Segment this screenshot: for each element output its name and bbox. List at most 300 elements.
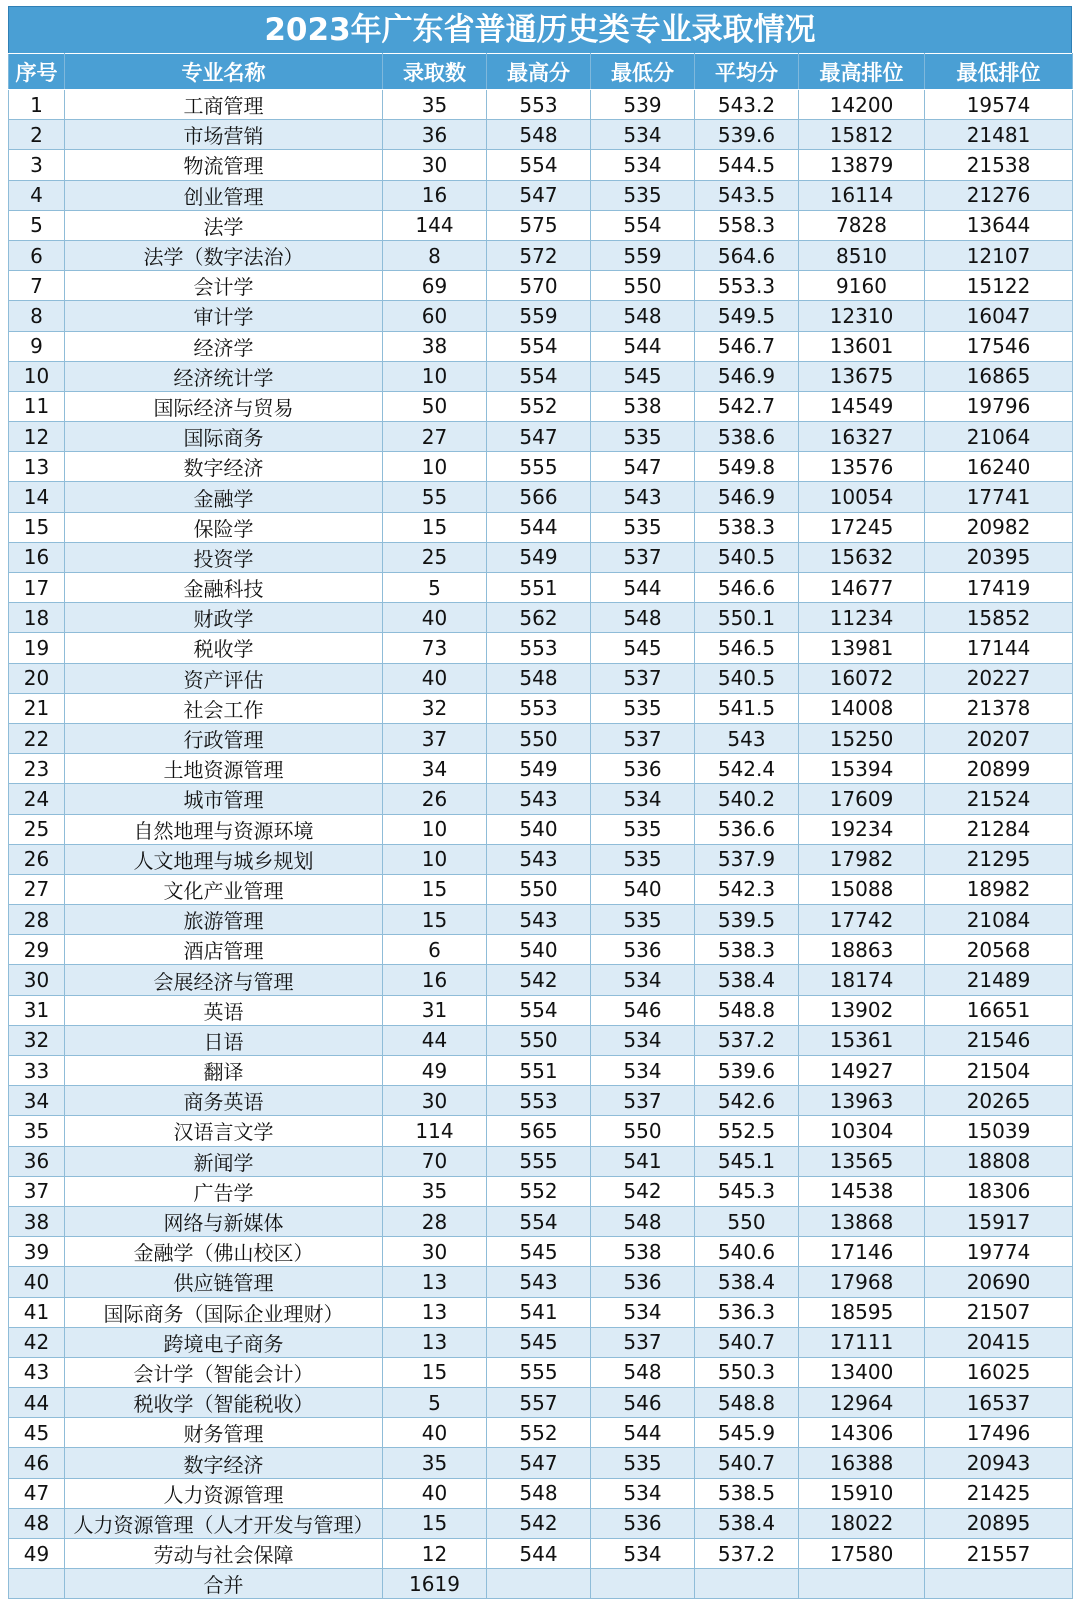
- max-rank-cell: 17245: [799, 512, 925, 542]
- row-index-cell: 46: [9, 1448, 65, 1478]
- max-rank-cell: 18863: [799, 935, 925, 965]
- avg-score-cell: 536.6: [695, 814, 799, 844]
- major-name-cell: 经济学: [65, 331, 383, 361]
- min-score-cell: 535: [591, 422, 695, 452]
- min-score-cell: 537: [591, 1327, 695, 1357]
- min-score-cell: 535: [591, 693, 695, 723]
- table-row: [9, 1539, 1073, 1569]
- max-score-cell: 550: [487, 723, 591, 753]
- admitted-count-cell: 36: [383, 120, 487, 150]
- min-rank-cell: 20982: [925, 512, 1073, 542]
- admitted-count-cell: 44: [383, 1025, 487, 1055]
- min-score-cell: 544: [591, 331, 695, 361]
- min-rank-cell: 18982: [925, 874, 1073, 904]
- avg-score-cell: 546.9: [695, 482, 799, 512]
- admitted-count-cell: 49: [383, 1056, 487, 1086]
- table-row: [9, 1056, 1073, 1086]
- row-index-cell: 42: [9, 1327, 65, 1357]
- major-name-cell: 审计学: [65, 301, 383, 331]
- max-score-cell: 543: [487, 905, 591, 935]
- admitted-count-cell: 13: [383, 1297, 487, 1327]
- min-rank-cell: 17419: [925, 573, 1073, 603]
- avg-score-cell: 545.9: [695, 1418, 799, 1448]
- admitted-count-cell: 60: [383, 301, 487, 331]
- table-row: [9, 935, 1073, 965]
- max-rank-cell: 14549: [799, 391, 925, 421]
- min-score-cell: 546: [591, 1388, 695, 1418]
- min-score-cell: 535: [591, 844, 695, 874]
- min-rank-cell: 17496: [925, 1418, 1073, 1448]
- row-index-cell: 30: [9, 965, 65, 995]
- avg-score-cell: 541.5: [695, 693, 799, 723]
- min-score-cell: 536: [591, 1508, 695, 1538]
- avg-score-cell: 542.6: [695, 1086, 799, 1116]
- row-index-cell: 17: [9, 573, 65, 603]
- admitted-count-cell: 40: [383, 1418, 487, 1448]
- table-row: [9, 965, 1073, 995]
- max-score-cell: 553: [487, 90, 591, 120]
- min-rank-cell: 17144: [925, 633, 1073, 663]
- table-row: [9, 240, 1073, 270]
- max-score-cell: 547: [487, 180, 591, 210]
- row-index-cell: 29: [9, 935, 65, 965]
- table-row: [9, 1478, 1073, 1508]
- avg-score-cell: 552.5: [695, 1116, 799, 1146]
- admitted-count-cell: 73: [383, 633, 487, 663]
- avg-score-cell: 545.1: [695, 1146, 799, 1176]
- max-rank-cell: 17982: [799, 844, 925, 874]
- max-rank-cell: 8510: [799, 240, 925, 270]
- avg-score-cell: 538.3: [695, 512, 799, 542]
- avg-score-cell: 538.4: [695, 1267, 799, 1297]
- min-rank-cell: 18306: [925, 1176, 1073, 1206]
- max-rank-cell: 14927: [799, 1056, 925, 1086]
- max-score-cell: 547: [487, 422, 591, 452]
- table-row: [9, 1388, 1073, 1418]
- min-rank-cell: 20899: [925, 754, 1073, 784]
- admitted-count-cell: 15: [383, 1508, 487, 1538]
- min-rank-cell: 18808: [925, 1146, 1073, 1176]
- max-rank-cell: 17146: [799, 1237, 925, 1267]
- avg-score-cell: 564.6: [695, 240, 799, 270]
- table-row: [9, 452, 1073, 482]
- avg-score-cell: 550.3: [695, 1357, 799, 1387]
- total-empty-cell: [591, 1569, 695, 1599]
- min-rank-cell: 21507: [925, 1297, 1073, 1327]
- max-rank-cell: 17111: [799, 1327, 925, 1357]
- major-name-cell: 英语: [65, 995, 383, 1025]
- max-score-cell: 575: [487, 210, 591, 240]
- max-score-cell: 550: [487, 1025, 591, 1055]
- major-name-cell: 金融学（佛山校区）: [65, 1237, 383, 1267]
- major-name-cell: 行政管理: [65, 723, 383, 753]
- max-score-cell: 544: [487, 512, 591, 542]
- total-empty-cell: [487, 1569, 591, 1599]
- row-index-cell: 12: [9, 422, 65, 452]
- admitted-count-cell: 27: [383, 422, 487, 452]
- avg-score-cell: 546.9: [695, 361, 799, 391]
- major-name-cell: 劳动与社会保障: [65, 1539, 383, 1569]
- major-name-cell: 人力资源管理（人才开发与管理）: [65, 1508, 383, 1538]
- max-score-cell: 555: [487, 1357, 591, 1387]
- row-index-cell: 48: [9, 1508, 65, 1538]
- min-score-cell: 535: [591, 1448, 695, 1478]
- admitted-count-cell: 15: [383, 512, 487, 542]
- major-name-cell: 人文地理与城乡规划: [65, 844, 383, 874]
- avg-score-cell: 539.5: [695, 905, 799, 935]
- admitted-count-cell: 34: [383, 754, 487, 784]
- table-row: [9, 210, 1073, 240]
- major-name-cell: 投资学: [65, 542, 383, 572]
- min-score-cell: 548: [591, 1357, 695, 1387]
- max-score-cell: 543: [487, 844, 591, 874]
- admitted-count-cell: 15: [383, 874, 487, 904]
- max-score-cell: 543: [487, 1267, 591, 1297]
- avg-score-cell: 536.3: [695, 1297, 799, 1327]
- avg-score-cell: 538.4: [695, 965, 799, 995]
- table-row: [9, 814, 1073, 844]
- max-rank-cell: 13576: [799, 452, 925, 482]
- avg-score-cell: 538.3: [695, 935, 799, 965]
- table-row: [9, 391, 1073, 421]
- avg-score-cell: 550.1: [695, 603, 799, 633]
- row-index-cell: 28: [9, 905, 65, 935]
- table-row: [9, 301, 1073, 331]
- column-header: 序号: [9, 54, 65, 90]
- max-score-cell: 540: [487, 935, 591, 965]
- min-rank-cell: 21425: [925, 1478, 1073, 1508]
- avg-score-cell: 543: [695, 723, 799, 753]
- table-row: [9, 422, 1073, 452]
- admitted-count-cell: 25: [383, 542, 487, 572]
- major-name-cell: 金融学: [65, 482, 383, 512]
- max-score-cell: 555: [487, 1146, 591, 1176]
- row-index-cell: 4: [9, 180, 65, 210]
- min-rank-cell: 17546: [925, 331, 1073, 361]
- min-score-cell: 537: [591, 663, 695, 693]
- admitted-count-cell: 31: [383, 995, 487, 1025]
- max-score-cell: 543: [487, 784, 591, 814]
- row-index-cell: 13: [9, 452, 65, 482]
- major-name-cell: 经济统计学: [65, 361, 383, 391]
- major-name-cell: 旅游管理: [65, 905, 383, 935]
- min-rank-cell: 15917: [925, 1206, 1073, 1236]
- major-name-cell: 数字经济: [65, 452, 383, 482]
- major-name-cell: 金融科技: [65, 573, 383, 603]
- max-rank-cell: 14200: [799, 90, 925, 120]
- max-rank-cell: 15361: [799, 1025, 925, 1055]
- min-rank-cell: 21489: [925, 965, 1073, 995]
- min-score-cell: 536: [591, 1267, 695, 1297]
- avg-score-cell: 543.2: [695, 90, 799, 120]
- avg-score-cell: 549.8: [695, 452, 799, 482]
- major-name-cell: 资产评估: [65, 663, 383, 693]
- admitted-count-cell: 38: [383, 331, 487, 361]
- table-row: [9, 844, 1073, 874]
- row-index-cell: 2: [9, 120, 65, 150]
- max-rank-cell: 15910: [799, 1478, 925, 1508]
- min-score-cell: 536: [591, 935, 695, 965]
- avg-score-cell: 538.5: [695, 1478, 799, 1508]
- avg-score-cell: 540.2: [695, 784, 799, 814]
- max-rank-cell: 11234: [799, 603, 925, 633]
- min-score-cell: 548: [591, 301, 695, 331]
- min-score-cell: 545: [591, 633, 695, 663]
- admitted-count-cell: 35: [383, 1176, 487, 1206]
- admitted-count-cell: 40: [383, 603, 487, 633]
- min-score-cell: 534: [591, 1478, 695, 1508]
- admitted-count-cell: 30: [383, 1086, 487, 1116]
- min-score-cell: 554: [591, 210, 695, 240]
- max-rank-cell: 16327: [799, 422, 925, 452]
- min-rank-cell: 20265: [925, 1086, 1073, 1116]
- min-score-cell: 537: [591, 723, 695, 753]
- max-score-cell: 548: [487, 1478, 591, 1508]
- avg-score-cell: 537.9: [695, 844, 799, 874]
- row-index-cell: 49: [9, 1539, 65, 1569]
- max-score-cell: 562: [487, 603, 591, 633]
- row-index-cell: 21: [9, 693, 65, 723]
- min-rank-cell: 16865: [925, 361, 1073, 391]
- admitted-count-cell: 32: [383, 693, 487, 723]
- max-score-cell: 548: [487, 663, 591, 693]
- table-row: [9, 90, 1073, 120]
- admitted-count-cell: 5: [383, 573, 487, 603]
- major-name-cell: 工商管理: [65, 90, 383, 120]
- row-index-cell: 7: [9, 271, 65, 301]
- row-index-cell: 1: [9, 90, 65, 120]
- min-score-cell: 548: [591, 603, 695, 633]
- min-score-cell: 536: [591, 754, 695, 784]
- admitted-count-cell: 70: [383, 1146, 487, 1176]
- admitted-count-cell: 10: [383, 361, 487, 391]
- major-name-cell: 跨境电子商务: [65, 1327, 383, 1357]
- min-score-cell: 534: [591, 150, 695, 180]
- max-score-cell: 554: [487, 361, 591, 391]
- avg-score-cell: 546.5: [695, 633, 799, 663]
- major-name-cell: 会计学（智能会计）: [65, 1357, 383, 1387]
- avg-score-cell: 540.6: [695, 1237, 799, 1267]
- max-rank-cell: 10304: [799, 1116, 925, 1146]
- admission-table: [8, 53, 1073, 1599]
- min-rank-cell: 16537: [925, 1388, 1073, 1418]
- min-score-cell: 538: [591, 391, 695, 421]
- avg-score-cell: 558.3: [695, 210, 799, 240]
- avg-score-cell: 540.7: [695, 1448, 799, 1478]
- max-score-cell: 552: [487, 1176, 591, 1206]
- admitted-count-cell: 144: [383, 210, 487, 240]
- total-index-cell: [9, 1569, 65, 1599]
- max-rank-cell: 13902: [799, 995, 925, 1025]
- table-row: [9, 542, 1073, 572]
- column-header: 录取数: [383, 54, 487, 90]
- table-row: [9, 271, 1073, 301]
- row-index-cell: 35: [9, 1116, 65, 1146]
- max-score-cell: 566: [487, 482, 591, 512]
- admitted-count-cell: 35: [383, 90, 487, 120]
- major-name-cell: 会计学: [65, 271, 383, 301]
- table-row: [9, 663, 1073, 693]
- major-name-cell: 物流管理: [65, 150, 383, 180]
- max-score-cell: 553: [487, 693, 591, 723]
- row-index-cell: 24: [9, 784, 65, 814]
- major-name-cell: 汉语言文学: [65, 1116, 383, 1146]
- column-header: 专业名称: [65, 54, 383, 90]
- admitted-count-cell: 40: [383, 1478, 487, 1508]
- min-rank-cell: 21084: [925, 905, 1073, 935]
- min-rank-cell: 20395: [925, 542, 1073, 572]
- min-score-cell: 534: [591, 1539, 695, 1569]
- max-rank-cell: 19234: [799, 814, 925, 844]
- row-index-cell: 14: [9, 482, 65, 512]
- min-rank-cell: 21295: [925, 844, 1073, 874]
- major-name-cell: 商务英语: [65, 1086, 383, 1116]
- min-rank-cell: 21064: [925, 422, 1073, 452]
- max-rank-cell: 13565: [799, 1146, 925, 1176]
- admitted-count-cell: 30: [383, 150, 487, 180]
- max-score-cell: 544: [487, 1539, 591, 1569]
- max-score-cell: 557: [487, 1388, 591, 1418]
- column-header: 平均分: [695, 54, 799, 90]
- max-rank-cell: 14538: [799, 1176, 925, 1206]
- table-row: [9, 120, 1073, 150]
- table-row: [9, 482, 1073, 512]
- max-score-cell: 553: [487, 633, 591, 663]
- max-rank-cell: 13879: [799, 150, 925, 180]
- min-score-cell: 535: [591, 905, 695, 935]
- min-rank-cell: 21557: [925, 1539, 1073, 1569]
- avg-score-cell: 548.8: [695, 995, 799, 1025]
- row-index-cell: 39: [9, 1237, 65, 1267]
- admitted-count-cell: 10: [383, 452, 487, 482]
- min-rank-cell: 21504: [925, 1056, 1073, 1086]
- total-empty-cell: [799, 1569, 925, 1599]
- min-rank-cell: 20943: [925, 1448, 1073, 1478]
- admitted-count-cell: 35: [383, 1448, 487, 1478]
- table-row: [9, 512, 1073, 542]
- min-score-cell: 547: [591, 452, 695, 482]
- max-score-cell: 550: [487, 874, 591, 904]
- min-rank-cell: 16025: [925, 1357, 1073, 1387]
- column-header: 最高分: [487, 54, 591, 90]
- max-score-cell: 554: [487, 150, 591, 180]
- min-rank-cell: 15039: [925, 1116, 1073, 1146]
- row-index-cell: 31: [9, 995, 65, 1025]
- admitted-count-cell: 50: [383, 391, 487, 421]
- avg-score-cell: 550: [695, 1206, 799, 1236]
- row-index-cell: 47: [9, 1478, 65, 1508]
- min-score-cell: 550: [591, 271, 695, 301]
- major-name-cell: 法学: [65, 210, 383, 240]
- min-score-cell: 535: [591, 180, 695, 210]
- max-score-cell: 554: [487, 1206, 591, 1236]
- max-score-cell: 549: [487, 542, 591, 572]
- min-score-cell: 541: [591, 1146, 695, 1176]
- avg-score-cell: 538.4: [695, 1508, 799, 1538]
- admitted-count-cell: 10: [383, 814, 487, 844]
- admitted-count-cell: 30: [383, 1237, 487, 1267]
- major-name-cell: 翻译: [65, 1056, 383, 1086]
- table-row: [9, 1146, 1073, 1176]
- admitted-count-cell: 8: [383, 240, 487, 270]
- row-index-cell: 10: [9, 361, 65, 391]
- max-rank-cell: 10054: [799, 482, 925, 512]
- total-label: 合并: [65, 1569, 383, 1599]
- max-rank-cell: 17742: [799, 905, 925, 935]
- min-rank-cell: 15122: [925, 271, 1073, 301]
- table-row: [9, 633, 1073, 663]
- min-rank-cell: 19774: [925, 1237, 1073, 1267]
- admitted-count-cell: 12: [383, 1539, 487, 1569]
- max-rank-cell: 17609: [799, 784, 925, 814]
- table-row: [9, 603, 1073, 633]
- min-rank-cell: 20227: [925, 663, 1073, 693]
- column-header: 最低排位: [925, 54, 1073, 90]
- max-score-cell: 542: [487, 965, 591, 995]
- column-header: 最低分: [591, 54, 695, 90]
- min-score-cell: 538: [591, 1237, 695, 1267]
- table-row: [9, 1206, 1073, 1236]
- table-row: [9, 1237, 1073, 1267]
- row-index-cell: 45: [9, 1418, 65, 1448]
- max-rank-cell: 16388: [799, 1448, 925, 1478]
- table-row: [9, 1448, 1073, 1478]
- max-rank-cell: 15394: [799, 754, 925, 784]
- major-name-cell: 供应链管理: [65, 1267, 383, 1297]
- admitted-count-cell: 15: [383, 905, 487, 935]
- table-row: [9, 874, 1073, 904]
- avg-score-cell: 543.5: [695, 180, 799, 210]
- min-score-cell: 534: [591, 1056, 695, 1086]
- min-score-cell: 548: [591, 1206, 695, 1236]
- min-rank-cell: 13644: [925, 210, 1073, 240]
- max-score-cell: 554: [487, 331, 591, 361]
- max-rank-cell: 13400: [799, 1357, 925, 1387]
- max-rank-cell: 18595: [799, 1297, 925, 1327]
- avg-score-cell: 546.6: [695, 573, 799, 603]
- min-score-cell: 537: [591, 1086, 695, 1116]
- min-score-cell: 534: [591, 965, 695, 995]
- major-name-cell: 创业管理: [65, 180, 383, 210]
- table-row: [9, 1086, 1073, 1116]
- row-index-cell: 19: [9, 633, 65, 663]
- major-name-cell: 税收学: [65, 633, 383, 663]
- avg-score-cell: 540.7: [695, 1327, 799, 1357]
- min-rank-cell: 20895: [925, 1508, 1073, 1538]
- max-score-cell: 565: [487, 1116, 591, 1146]
- min-score-cell: 539: [591, 90, 695, 120]
- major-name-cell: 国际商务（国际企业理财）: [65, 1297, 383, 1327]
- max-rank-cell: 7828: [799, 210, 925, 240]
- max-score-cell: 545: [487, 1237, 591, 1267]
- admitted-count-cell: 13: [383, 1267, 487, 1297]
- min-rank-cell: 21276: [925, 180, 1073, 210]
- min-score-cell: 546: [591, 995, 695, 1025]
- max-score-cell: 548: [487, 120, 591, 150]
- major-name-cell: 保险学: [65, 512, 383, 542]
- min-rank-cell: 21546: [925, 1025, 1073, 1055]
- max-rank-cell: 17580: [799, 1539, 925, 1569]
- max-score-cell: 547: [487, 1448, 591, 1478]
- avg-score-cell: 537.2: [695, 1539, 799, 1569]
- max-rank-cell: 16072: [799, 663, 925, 693]
- min-score-cell: 544: [591, 573, 695, 603]
- row-index-cell: 33: [9, 1056, 65, 1086]
- admitted-count-cell: 10: [383, 844, 487, 874]
- max-rank-cell: 15250: [799, 723, 925, 753]
- avg-score-cell: 542.7: [695, 391, 799, 421]
- max-rank-cell: 14008: [799, 693, 925, 723]
